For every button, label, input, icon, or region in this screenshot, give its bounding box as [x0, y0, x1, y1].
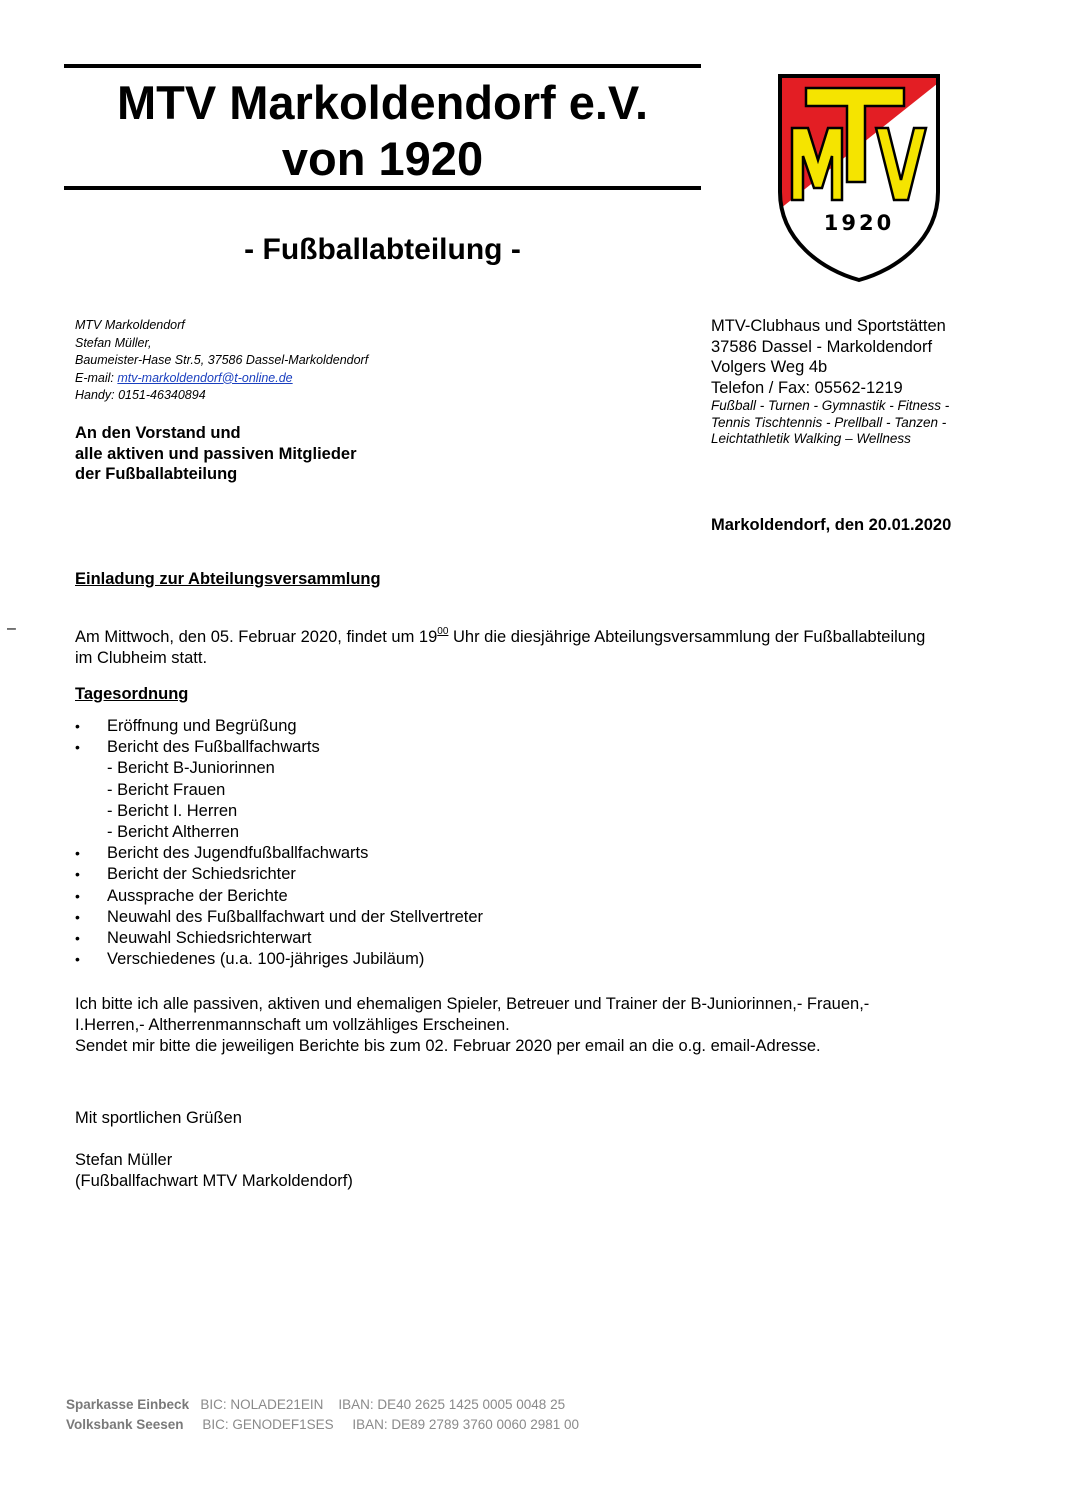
sender-email-line [75, 370, 368, 388]
sender-email-link[interactable]: mtv-markoldendorf@t-online.de [117, 370, 293, 385]
footer-bank-2 [66, 1417, 579, 1432]
header-rule-bottom [64, 186, 701, 190]
header-rule-top [64, 64, 701, 68]
closing-line-1: Ich bitte ich alle passiven, aktiven und ehemaligen Spieler, Betreuer und Trainer der B-Juniorinnen,- Frauen,- [75, 995, 870, 1013]
agenda-item: • Verschiedenes (u.a. 100-jähriges Jubiläum) [75, 949, 483, 970]
agenda-list [75, 716, 483, 970]
intro-paragraph [75, 621, 1035, 669]
agenda-subitem: - Bericht B-Juniorinnen [107, 759, 275, 778]
logo-year: 1920 [823, 211, 895, 235]
footer-bank-name: Volksbank Seesen [66, 1417, 184, 1432]
club-sports-3: Leichtathletik Walking – Wellness [711, 431, 911, 446]
recipient-line-3: der Fußballabteilung [75, 465, 238, 483]
footer-bic: BIC: GENODEF1SES [202, 1417, 334, 1432]
intro-line-1 [75, 621, 1035, 648]
sender-org: MTV Markoldendorf [75, 318, 185, 332]
club-line-1: MTV-Clubhaus und Sportstätten [711, 317, 946, 335]
club-sports-1: Fußball - Turnen - Gymnastik - Fitness - [711, 398, 950, 413]
agenda-item: • Bericht des Fußballfachwarts [75, 737, 483, 758]
footer-iban: IBAN: DE40 2625 1425 0005 0048 25 [338, 1397, 566, 1412]
intro-line-2: im Clubheim statt. [75, 649, 208, 667]
agenda-item: • Bericht des Jugendfußballfachwarts [75, 843, 483, 864]
signer-role: (Fußballfachwart MTV Markoldendorf) [75, 1172, 353, 1190]
mtv-logo [776, 72, 942, 284]
greeting: Mit sportlichen Grüßen [75, 1109, 242, 1127]
department-title: - Fußballabteilung - [244, 233, 521, 266]
footer-bank-1 [66, 1397, 565, 1412]
margin-mark: – [7, 620, 16, 637]
signer-name: Stefan Müller [75, 1151, 173, 1169]
letter-date: Markoldendorf, den 20.01.2020 [711, 516, 952, 534]
sender-address: Baumeister-Hase Str.5, 37586 Dassel-Markoldendorf [75, 353, 369, 367]
footer-bic: BIC: NOLADE21EIN [200, 1397, 324, 1412]
subject-heading: Einladung zur Abteilungsversammlung [75, 570, 381, 588]
footer-bank-name: Sparkasse Einbeck [66, 1397, 190, 1412]
recipient-line-2: alle aktiven und passiven Mitglieder [75, 444, 357, 463]
closing-line-2: I.Herren,- Altherrenmannschaft um vollzähliges Erscheinen. [75, 1016, 510, 1034]
intro-time-sup: 00 [437, 626, 449, 637]
agenda-item: • Bericht der Schiedsrichter [75, 864, 483, 885]
club-line-4: Telefon / Fax: 05562-1219 [711, 378, 903, 397]
agenda-item: • Eröffnung und Begrüßung [75, 716, 483, 737]
agenda-subitem: - Bericht I. Herren [107, 801, 238, 820]
closing-paragraph [75, 994, 1035, 1057]
club-line-2: 37586 Dassel - Markoldendorf [711, 337, 933, 356]
recipient-line-1: An den Vorstand und [75, 424, 241, 442]
club-line-3: Volgers Weg 4b [711, 358, 828, 376]
sender-phone: Handy: 0151-46340894 [75, 388, 206, 402]
agenda-item: • Neuwahl Schiedsrichterwart [75, 928, 483, 949]
club-sports-2: Tennis Tischtennis - Prellball - Tanzen - [711, 414, 947, 430]
intro-text-end: Uhr die diesjährige Abteilungsversammlung der Fußballabteilung [448, 628, 926, 646]
closing-line-3: Sendet mir bitte die jeweiligen Berichte bis zum 02. Februar 2020 per email an die o.g. email-Adresse. [75, 1037, 821, 1055]
title-line-1: MTV Markoldendorf e.V. [116, 76, 649, 129]
recipient-block [75, 423, 357, 485]
agenda-subitem: - Bericht Frauen [107, 780, 226, 799]
sender-email-label: E-mail: [75, 370, 118, 385]
footer-iban: IBAN: DE89 2789 3760 0060 2981 00 [352, 1417, 580, 1432]
agenda-subitem: - Bericht Altherren [107, 823, 240, 842]
club-block [711, 316, 949, 448]
title-line-2: von 1920 [281, 132, 484, 185]
agenda-item: • Neuwahl des Fußballfachwart und der Stellvertreter [75, 907, 483, 928]
agenda-item: • Aussprache der Berichte [75, 886, 483, 907]
sender-block [75, 317, 368, 405]
signature-block [75, 1150, 353, 1192]
agenda-heading: Tagesordnung [75, 685, 189, 703]
intro-text-start: Am Mittwoch, den 05. Februar 2020, findet um 19 [75, 628, 438, 646]
sender-name: Stefan Müller, [75, 335, 152, 350]
